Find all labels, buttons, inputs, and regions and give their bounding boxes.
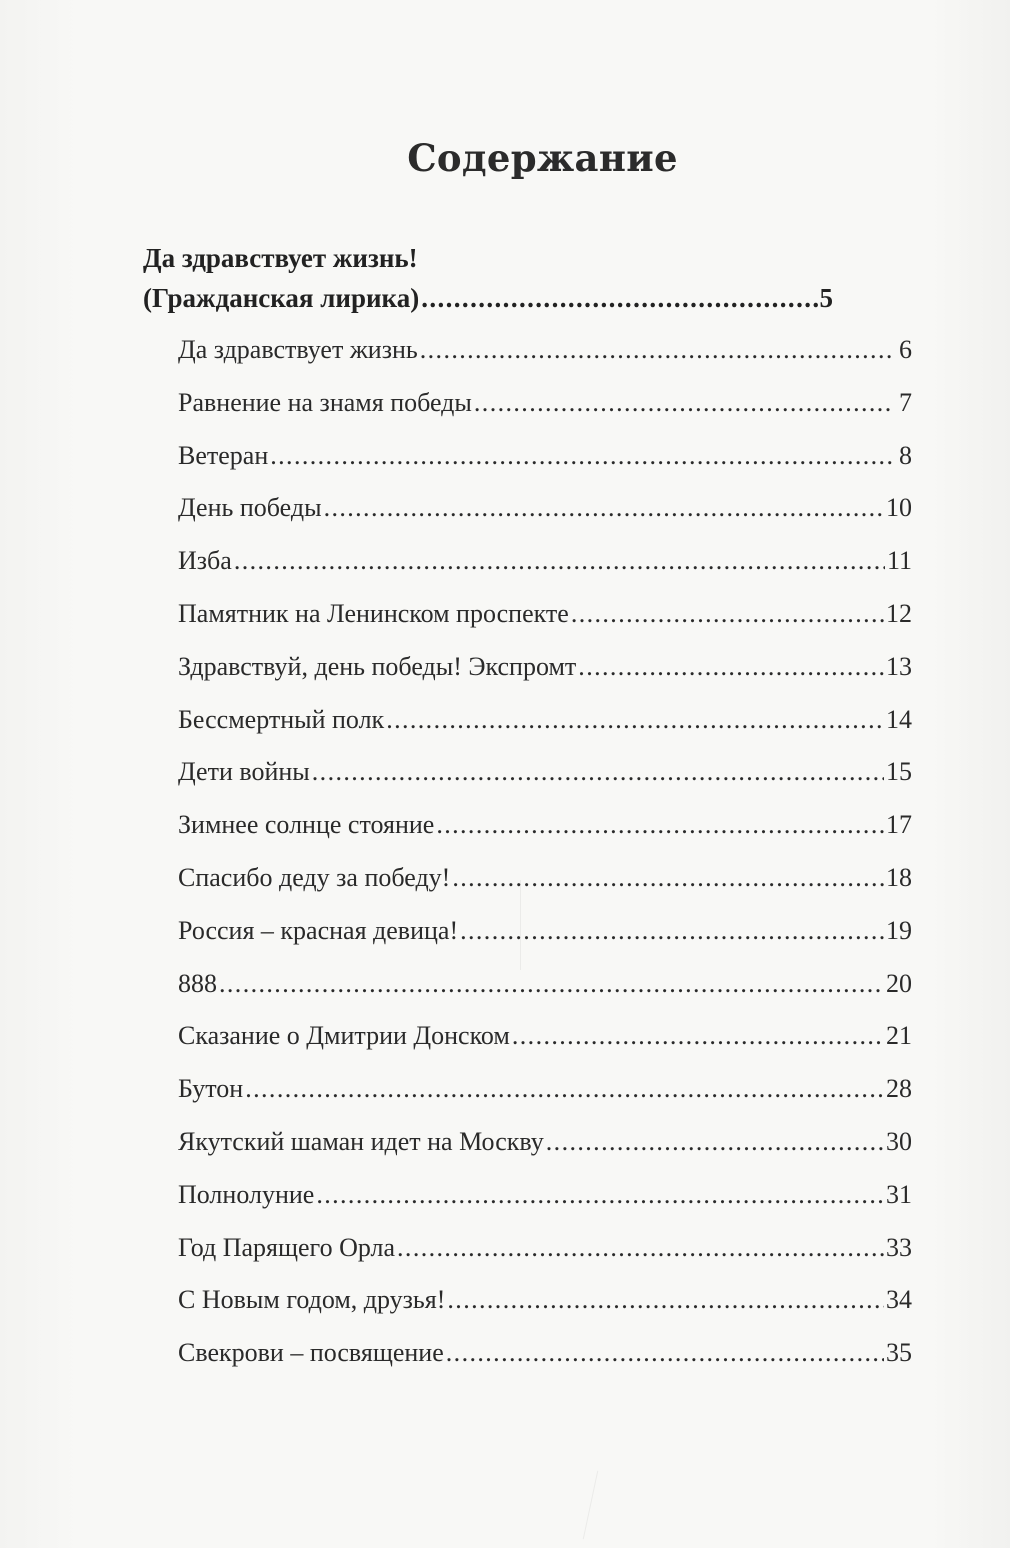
toc-entry-title: День победы — [178, 493, 322, 523]
toc-entry — [178, 1333, 912, 1386]
toc-entry — [178, 1016, 912, 1069]
dot-leader — [421, 278, 817, 318]
dot-leader — [446, 1333, 884, 1373]
toc-entry-title: Спасибо деду за победу! — [178, 862, 451, 892]
toc-entry-title: Памятник на Ленинском проспекте — [178, 598, 569, 628]
toc-entry — [178, 541, 912, 594]
dot-leader — [571, 594, 884, 634]
toc-entry-page-number: 17 — [886, 810, 912, 840]
toc-entry-title: Свекрови – посвящение — [178, 1338, 444, 1368]
toc-entry-title: Равнение на знамя победы — [178, 387, 472, 417]
toc-entry-page-number: 34 — [886, 1285, 912, 1315]
dot-leader — [219, 964, 884, 1004]
dot-leader — [397, 1228, 884, 1268]
dot-leader — [546, 1122, 884, 1162]
section-title-row — [143, 278, 833, 318]
toc-entry-page-number: 19 — [886, 915, 912, 945]
section-page-number: 5 — [819, 283, 833, 313]
dot-leader — [452, 858, 884, 898]
toc-entry — [178, 805, 912, 858]
toc-entry-title: Бутон — [178, 1074, 244, 1104]
toc-entry-title: Сказание о Дмитрии Донском — [178, 1021, 510, 1051]
toc-entry-page-number: 30 — [886, 1126, 912, 1156]
toc-entry — [178, 1069, 912, 1122]
toc-entry — [178, 964, 912, 1017]
toc-entry-title: Здравствуй, день победы! Экспромт — [178, 651, 577, 681]
toc-entry — [178, 383, 912, 436]
toc-entry-title: 888 — [178, 968, 217, 998]
toc-entry — [178, 858, 912, 911]
toc-entry-page-number: 21 — [886, 1021, 912, 1051]
toc-entry — [178, 911, 912, 964]
toc-entry-page-number: 10 — [886, 493, 912, 523]
dot-leader — [474, 383, 892, 423]
dot-leader — [312, 752, 884, 792]
toc-entry-title: Якутский шаман идет на Москву — [178, 1126, 544, 1156]
dot-leader — [460, 911, 884, 951]
toc-entry-title: С Новым годом, друзья! — [178, 1285, 446, 1315]
toc-entry-page-number: 20 — [886, 968, 912, 998]
dot-leader — [245, 1069, 884, 1109]
toc-entry-title: Год Парящего Орла — [178, 1232, 396, 1262]
dot-leader — [324, 488, 884, 528]
toc-entry — [178, 1122, 912, 1175]
toc-entry — [178, 700, 912, 753]
toc-entry-page-number: 14 — [886, 704, 912, 734]
toc-entry-title: Дети войны — [178, 757, 310, 787]
toc-section-heading — [143, 238, 833, 318]
toc-entry — [178, 436, 912, 489]
page-crease — [583, 1471, 599, 1540]
toc-entry-title: Да здравствует жизнь — [178, 335, 418, 364]
toc-entry-page-number: 18 — [886, 862, 912, 892]
toc-entry — [178, 647, 912, 700]
toc-entry-title: Бессмертный полк — [178, 704, 385, 734]
dot-leader — [316, 1175, 884, 1215]
section-title-line2: (Гражданская лирика) — [143, 283, 420, 313]
toc-entry — [178, 594, 912, 647]
toc-entry — [178, 752, 912, 805]
dot-leader — [512, 1016, 884, 1056]
toc-entry — [178, 1175, 912, 1228]
toc-entry-page-number: 7 — [899, 387, 912, 417]
toc-entries-list — [178, 330, 912, 1386]
toc-entry-page-number: 33 — [886, 1232, 912, 1262]
section-title-line1: Да здравствует жизнь! — [143, 243, 418, 273]
dot-leader — [447, 1280, 884, 1320]
toc-entry — [178, 1228, 912, 1281]
toc-entry-page-number: 12 — [886, 598, 912, 628]
dot-leader — [386, 700, 884, 740]
toc-entry-page-number: 31 — [886, 1179, 912, 1209]
toc-entry — [178, 1280, 912, 1333]
dot-leader — [270, 436, 892, 476]
dot-leader — [234, 541, 885, 581]
toc-entry — [178, 330, 912, 383]
dot-leader — [436, 805, 884, 845]
toc-entry-title: Ветеран — [178, 440, 269, 470]
toc-entry-title: Изба — [178, 546, 232, 576]
toc-entry-page-number: 6 — [899, 335, 912, 364]
toc-entry-page-number: 13 — [886, 651, 912, 681]
toc-entry-title: Россия – красная девица! — [178, 915, 459, 945]
toc-entry-page-number: 35 — [886, 1338, 912, 1368]
toc-entry-page-number: 28 — [886, 1074, 912, 1104]
toc-entry-title: Полнолуние — [178, 1179, 315, 1209]
toc-entry-title: Зимнее солнце стояние — [178, 810, 435, 840]
dot-leader — [578, 647, 884, 687]
page-title: Содержание — [407, 136, 678, 180]
dot-leader — [420, 330, 892, 370]
toc-entry-page-number: 8 — [899, 440, 912, 470]
toc-entry-page-number: 11 — [886, 546, 912, 576]
toc-entry-page-number: 15 — [886, 757, 912, 787]
toc-entry — [178, 488, 912, 541]
